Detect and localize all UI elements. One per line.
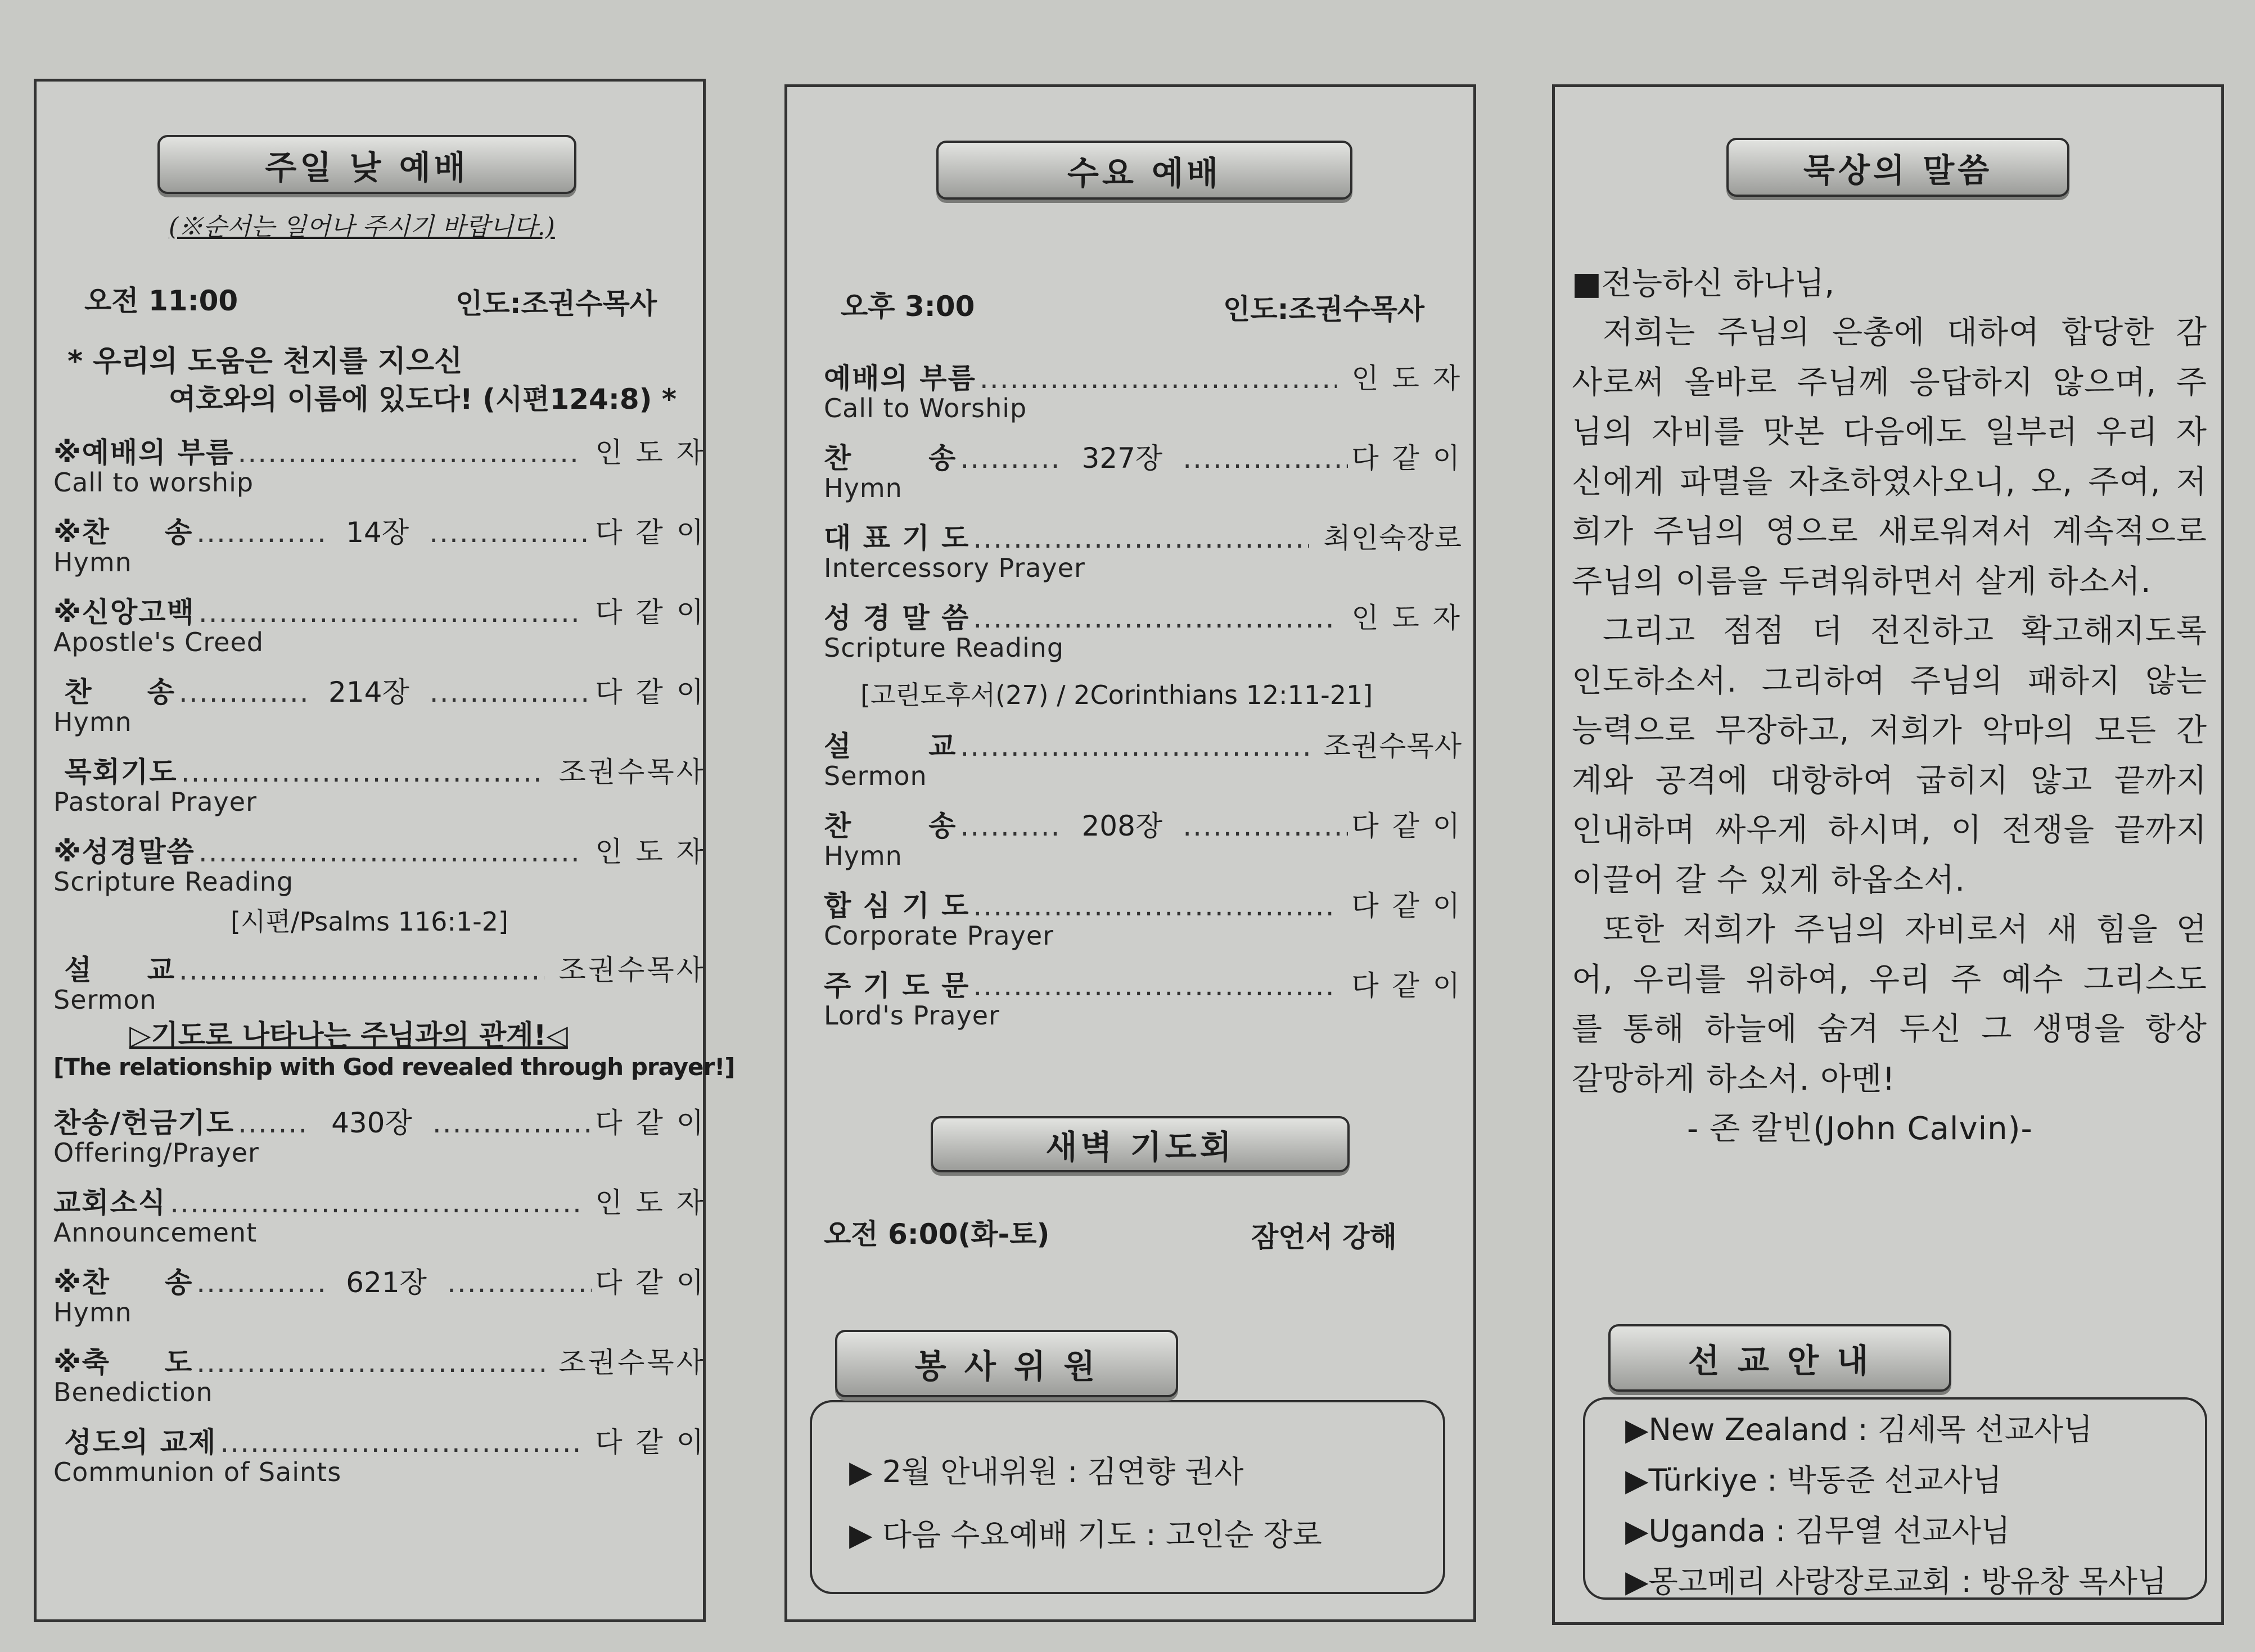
meditation-author: - 존 칼빈(John Calvin)- [1687, 1111, 2033, 1147]
service-item: ▶ 다음 수요예배 기도 : 고인순 장로 [849, 1517, 1322, 1552]
order-item: ※찬 송 ..... 621장 ..... 다 같 이 Hymn [53, 1260, 706, 1328]
sunday-subtitle: (※순서는 일어나 주시기 바랍니다.) [169, 213, 555, 241]
wednesday-leader: 인도:조권수목사 [1223, 293, 1425, 326]
order-item: 설 교 ..... 조권수목사 Sermon [824, 724, 1462, 791]
order-item: ※찬 송 ..... 14장 ..... 다 같 이 Hymn [53, 510, 706, 577]
mission-item: ▶몽고메리 사랑장로교회 : 방유창 목사님 [1625, 1564, 2167, 1599]
order-item: ※성경말씀 ..... 인 도 자 Scripture Reading [53, 829, 706, 897]
meditation-line: 희가 주님의 영으로 새로워져서 계속적으로 [1572, 513, 2207, 550]
meditation-line: 사로써 올바로 주님께 응답하지 않으며, 주 [1572, 364, 2207, 401]
meditation-line: 어, 우리를 위하여, 우리 주 예수 그리스도 [1572, 961, 2207, 998]
meditation-line: 주님의 이름을 두려워하면서 살게 하소서. [1572, 563, 2152, 600]
sunday-service-panel [34, 79, 735, 1622]
mission-item: ▶New Zealand : 김세목 선교사님 [1625, 1412, 2093, 1447]
wednesday-service-panel [784, 84, 1476, 1622]
meditation-line: 신에게 파멸을 자초하였사오니, 오, 주여, 저 [1572, 463, 2207, 500]
sermon-title: ▷기도로 나타나는 주님과의 관계!◁ [129, 1019, 568, 1051]
meditation-title: 묵상의 말씀 [1726, 138, 2069, 197]
dawn-prayer-time: 오전 6:00(화-토) [824, 1218, 1050, 1251]
order-item: 목회기도 ..... 조권수목사 Pastoral Prayer [53, 750, 706, 817]
meditation-line: 님의 자비를 맛본 다음에도 일부러 우리 자 [1572, 414, 2207, 450]
meditation-line: ■전능하신 하나님, [1572, 265, 1835, 302]
meditation-line: 이끌어 갈 수 있게 하옵소서. [1572, 861, 1966, 899]
meditation-line: 갈망하게 하소서. 아멘! [1572, 1060, 1896, 1098]
sunday-scripture: [시편/Psalms 116:1-2] [231, 906, 508, 937]
mission-title: 선 교 안 내 [1608, 1324, 1951, 1392]
dawn-prayer-title: 새벽 기도회 [931, 1116, 1350, 1172]
order-item: ※축 도 ..... 조권수목사 Benediction [53, 1340, 706, 1407]
service-volunteers-box [810, 1400, 1445, 1594]
order-item: 찬 송 ..... 214장 ..... 다 같 이 Hymn [53, 670, 706, 737]
mission-item: ▶Türkiye : 박동준 선교사님 [1625, 1463, 2002, 1498]
order-item: 찬 송 ..... 208장 ..... 다 같 이 Hymn [824, 804, 1462, 871]
service-item: ▶ 2월 안내위원 : 김연향 권사 [849, 1454, 1244, 1489]
wednesday-time: 오후 3:00 [841, 290, 975, 323]
wednesday-service-title: 수요 예배 [936, 141, 1352, 200]
verse-line-2: 여호와의 이름에 있도다! (시편124:8) * [169, 383, 677, 416]
meditation-line: 인도하소서. 그리하여 주님의 패하지 않는 [1572, 662, 2207, 699]
meditation-line: 그리고 점점 더 전진하고 확고해지도록 [1603, 613, 2207, 649]
meditation-line: 인내하며 싸우게 하시며, 이 전쟁을 끝까지 [1572, 812, 2207, 848]
meditation-panel [1552, 84, 2224, 1625]
order-item: 대 표 기 도 ..... 최인숙장로 Intercessory Prayer [824, 516, 1462, 583]
order-item: 예배의 부름 ..... 인 도 자 Call to Worship [824, 356, 1462, 423]
meditation-line: 저희는 주님의 은총에 대하여 합당한 감 [1603, 314, 2207, 351]
service-volunteers-title: 봉 사 위 원 [835, 1330, 1178, 1397]
meditation-line: 계와 공격에 대항하여 굽히지 않고 끝까지 [1572, 762, 2207, 799]
order-item: 성도의 교제 ..... 다 같 이 Communion of Saints [53, 1420, 706, 1487]
mission-item: ▶Uganda : 김무열 선교사님 [1625, 1513, 2010, 1549]
meditation-line: 능력으로 무장하고, 저희가 악마의 모든 간 [1572, 712, 2207, 749]
sermon-title-en: [The relationship with God revealed through prayer!] [53, 1053, 735, 1081]
sunday-time: 오전 11:00 [84, 285, 238, 317]
order-item: 찬 송 ..... 327장 ..... 다 같 이 Hymn [824, 436, 1462, 503]
meditation-line: 또한 저희가 주님의 자비로서 새 힘을 얻 [1603, 911, 2207, 948]
verse-line-1: * 우리의 도움은 천지를 지으신 [67, 345, 463, 378]
order-item: 주 기 도 문 ..... 다 같 이 Lord's Prayer [824, 963, 1462, 1031]
order-item: 설 교 ..... 조권수목사 Sermon [53, 947, 706, 1015]
dawn-prayer-text: 잠언서 강해 [1251, 1221, 1397, 1253]
wednesday-scripture: [고린도후서(27) / 2Corinthians 12:11-21] [860, 680, 1373, 710]
order-item: 찬송/헌금기도 ..... 430장 ..... 다 같 이 Offering/Prayer [53, 1100, 706, 1168]
order-item: ※예배의 부름 ..... 인 도 자 Call to worship [53, 430, 706, 498]
order-item: 합 심 기 도 ..... 다 같 이 Corporate Prayer [824, 883, 1462, 951]
sunday-service-title: 주일 낮 예배 [157, 135, 576, 194]
sunday-leader: 인도:조권수목사 [455, 287, 657, 320]
meditation-paragraph [1572, 308, 2207, 1154]
order-item: 교회소식 ..... 인 도 자 Announcement [53, 1180, 706, 1248]
order-item: 성 경 말 씀 ..... 인 도 자 Scripture Reading [824, 595, 1462, 663]
order-item: ※신앙고백 ..... 다 같 이 Apostle's Creed [53, 590, 706, 657]
meditation-line: 를 통해 하늘에 숨겨 두신 그 생명을 항상 [1572, 1011, 2207, 1048]
